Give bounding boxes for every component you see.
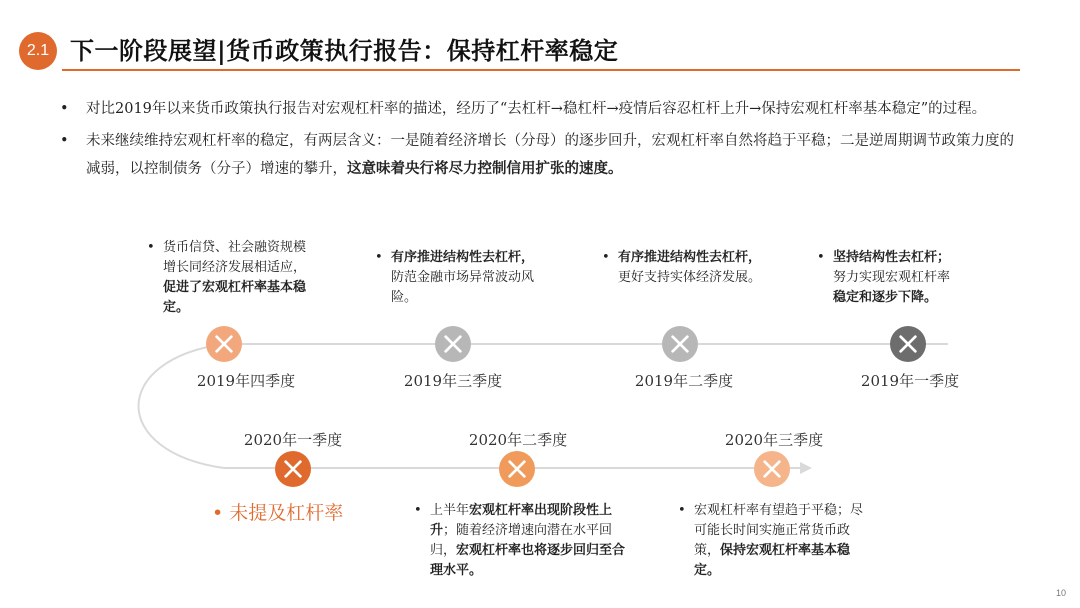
section-badge: 2.1: [19, 32, 57, 70]
timeline-note: • 上半年宏观杠杆率出现阶段性上升；随着经济增速向潜在水平回归，宏观杠杆率也将逐步回归至合理水平。: [414, 503, 626, 578]
accent-note: • 未提及杠杆率: [212, 502, 344, 524]
wrench-icon: [206, 326, 242, 362]
timeline-label: 2019年四季度: [196, 372, 296, 390]
wrench-icon: [754, 451, 790, 487]
page-title: 下一阶段展望|货币政策执行报告：保持杠杆率稳定: [70, 36, 619, 65]
timeline-label: 2020年三季度: [724, 431, 824, 449]
timeline-label: 2020年二季度: [468, 431, 568, 449]
page-number: 10: [1055, 588, 1066, 598]
timeline-label: 2019年一季度: [860, 372, 960, 390]
timeline-note: • 坚持结构性去杠杆； 努力实现宏观杠杆率 稳定和逐步下降。: [817, 250, 951, 305]
timeline-note: • 货币信贷、社会融资规模增长同经济发展相适应，促进了宏观杠杆率基本稳定。: [147, 240, 307, 315]
timeline-label: 2020年一季度: [243, 431, 343, 449]
timeline-label: 2019年三季度: [403, 372, 503, 390]
wrench-icon: [499, 451, 535, 487]
wrench-icon: [435, 326, 471, 362]
timeline-note: • 宏观杠杆率有望趋于平稳；尽可能长时间实施正常货币政策，保持宏观杠杆率基本稳定。: [678, 503, 864, 578]
timeline-label: 2019年二季度: [634, 372, 734, 390]
wrench-icon: [662, 326, 698, 362]
wrench-icon: [890, 326, 926, 362]
timeline-note: • 有序推进结构性去杠杆，防范金融市场异常波动风险。: [375, 250, 535, 305]
bullet-item: • 对比2019年以来货币政策执行报告对宏观杠杆率的描述，经历了“去杠杆→稳杠杆→疫情后容忍杠杆上升→保持宏观杠杆率基本稳定”的过程。: [58, 95, 1018, 123]
wrench-icon: [275, 451, 311, 487]
bullet-item: • 未来继续维持宏观杠杆率的稳定，有两层含义：一是随着经济增长（分母）的逐步回升，宏观杠杆率自然将趋于平稳；二是逆周期调节政策力度的减弱，以控制债务（分子）增速的攀升，这意味着央行将尽力控制信用扩张的速度。: [58, 127, 1018, 183]
timeline-note: • 有序推进结构性去杠杆，更好支持实体经济发展。: [602, 250, 762, 285]
